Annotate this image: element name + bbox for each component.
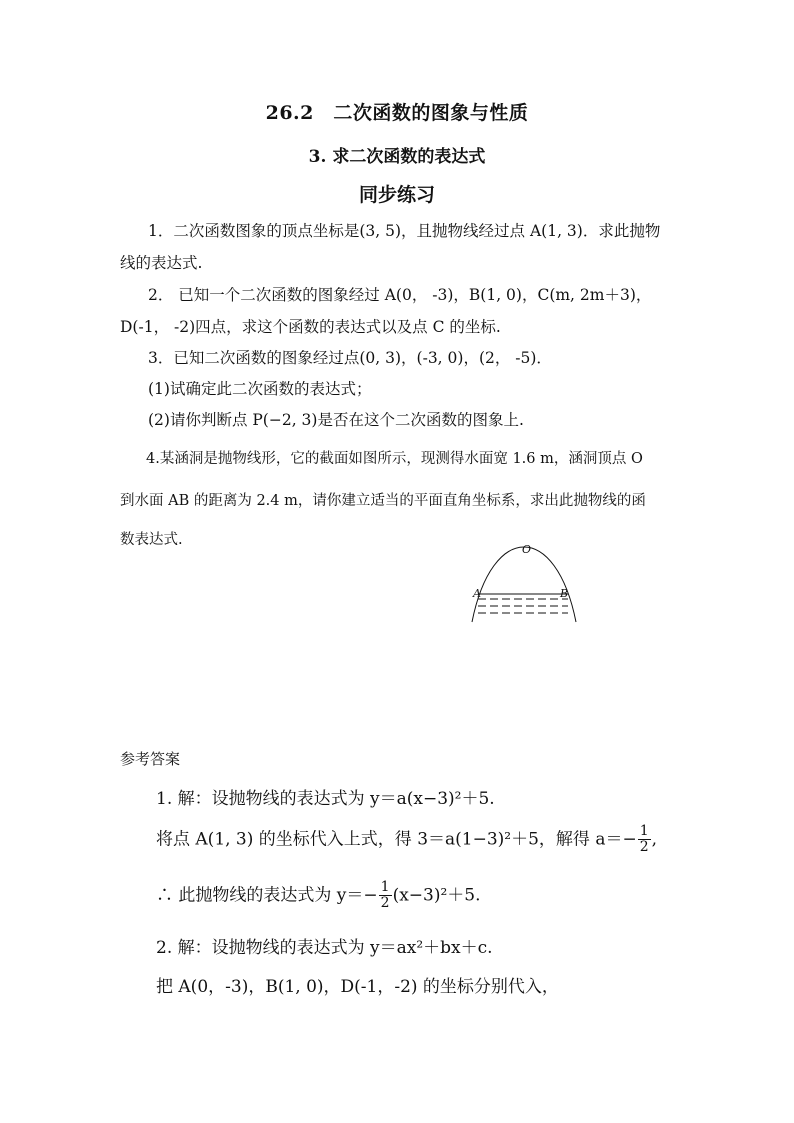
problem-3-line-2: (1)试确定此二次函数的表达式；: [148, 380, 372, 398]
problem-1-line-1: 1．二次函数图象的顶点坐标是(3, 5)，且抛物线经过点 A(1, 3)．求此抛物: [148, 222, 661, 240]
answer-2-line-2: 把 A(0，-3)，B(1, 0)，D(-1，-2) 的坐标分别代入，: [156, 977, 559, 997]
label-o: O: [522, 543, 532, 556]
problem-4-line-3: 数表达式.: [120, 532, 183, 548]
answer-1-line-3-text: ∴ 此抛物线的表达式为 y＝−: [156, 885, 378, 906]
answer-1-line-3: ∴ 此抛物线的表达式为 y＝− $\frac{1}{2}$ (x−3)²＋5.: [156, 879, 481, 912]
answer-1-line-1: 1. 解：设抛物线的表达式为 y＝a(x−3)²＋5.: [156, 789, 495, 809]
problem-2-line-2: D(-1， -2)四点，求这个函数的表达式以及点 C 的坐标.: [120, 318, 501, 336]
problem-4-line-1: 4.某涵洞是抛物线形，它的截面如图所示，现测得水面宽 1.6 m，涵洞顶点 O: [146, 451, 643, 467]
fraction-one-half: $\frac{1}{2}$: [380, 879, 390, 912]
problem-3-line-1: 3．已知二次函数的图象经过点(0, 3)，(-3, 0)，(2， -5)．: [148, 349, 552, 367]
problem-3-line-3: (2)请你判断点 P(−2, 3)是否在这个二次函数的图象上.: [148, 411, 524, 429]
fraction-one-half: $\frac{1}{2}$: [639, 823, 649, 856]
answers-heading: 参考答案: [120, 750, 181, 768]
answer-1-line-2: 将点 A(1, 3) 的坐标代入上式，得 3＝a(1−3)²＋5，解得 a＝− $\frac{1}{2}$ ,: [156, 823, 658, 856]
answer-2-line-1: 2. 解：设抛物线的表达式为 y＝ax²＋bx＋c.: [156, 938, 493, 958]
page-title: 26.2 二次函数的图象与性质: [265, 102, 529, 124]
page-subtitle: 3. 求二次函数的表达式: [308, 147, 486, 167]
problem-4-line-2: 到水面 AB 的距离为 2.4 m，请你建立适当的平面直角坐标系，求出此抛物线的函: [120, 493, 646, 509]
label-b: B: [560, 587, 569, 600]
problem-1-line-2: 线的表达式.: [120, 254, 203, 272]
answer-1-line-2-text: 将点 A(1, 3) 的坐标代入上式，得 3＝a(1−3)²＋5，解得 a＝−: [156, 829, 637, 850]
parabola-curve: [472, 547, 576, 622]
label-a: A: [473, 587, 481, 600]
culvert-figure: [464, 540, 584, 625]
problem-2-line-1: 2． 已知一个二次函数的图象经过 A(0， -3)，B(1, 0)，C(m, 2m＋3)，: [148, 286, 652, 304]
section-heading: 同步练习: [358, 184, 435, 206]
